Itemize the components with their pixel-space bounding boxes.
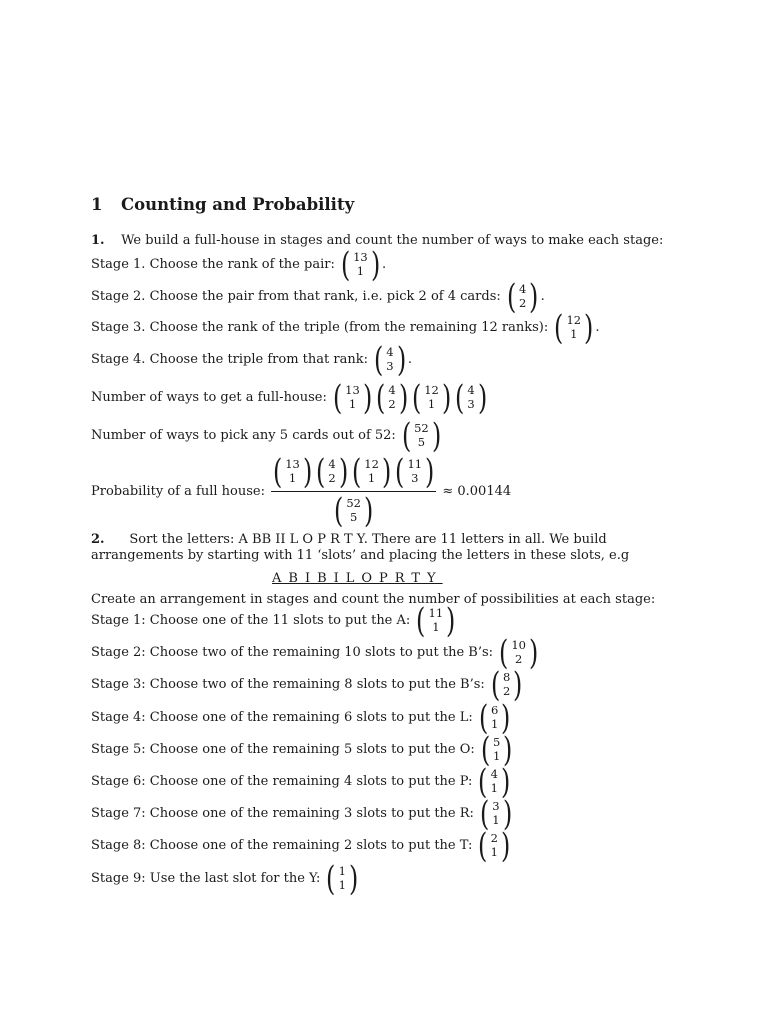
binomial: ( 2 1 ) [478,826,511,866]
ways-any-text: Number of ways to pick any 5 cards out of 52: [91,428,396,444]
binomial: ( 13 1 ) [332,378,373,418]
binom-top: 12 [566,313,582,328]
binomial: ( 4 2 ) [506,277,539,317]
binom-bottom: 1 [288,471,297,485]
section-title: Counting and Probability [121,195,355,214]
binom-top: 4 [519,282,527,297]
binomial: ( 12 1 ) [554,308,594,348]
binom-bottom: 2 [388,397,396,411]
stage-line [91,794,514,834]
binomial: ( 13 1 ) [340,245,381,285]
probability-fraction [271,452,436,531]
section-number: 1 [91,195,103,214]
stage-line [91,730,515,770]
binom-bottom: 3 [411,471,419,485]
binom-top: 12 [424,383,439,398]
binom-bottom: 2 [503,684,511,698]
ways-fullhouse-text: Number of ways to get a full-house: [91,390,327,406]
problem-text: Sort the letters: A BB II L O P R T Y. There are 11 letters in all. We build [129,532,607,547]
binom-bottom: 1 [490,781,498,795]
problem-text: We build a full-house in stages and count the number of ways to make each stage: [121,233,664,248]
binomial: ( 13 1 ) [272,452,313,492]
stage-text: Stage 3: Choose two of the remaining 8 slots to put the B’s: [91,677,485,693]
stage-text: Stage 7: Choose one of the remaining 3 slots to put the R: [91,806,474,822]
probability-line [91,452,512,531]
binomial: ( 4 3 ) [373,340,406,380]
binomial: ( 4 2 ) [376,378,408,418]
stage-text: Stage 1: Choose one of the 11 slots to put the A: [91,613,411,629]
binom-top: 13 [345,383,360,398]
binom-bottom: 2 [519,296,527,310]
ways-fullhouse-line [91,378,489,418]
binom-top: 10 [511,638,526,653]
period: . [540,289,545,305]
section-heading [91,195,354,215]
binom-top: 11 [407,457,423,472]
binom-top: 4 [467,383,475,398]
stage-line [91,245,387,285]
binom-bottom: 1 [367,471,376,485]
binomial: ( 4 2 ) [316,452,349,492]
binomial: ( 4 1 ) [478,762,511,802]
binom-bottom: 1 [356,264,365,278]
stage-line [91,698,513,738]
binomial: ( 12 1 ) [351,452,392,492]
binom-bottom: 1 [492,813,500,827]
binom-bottom: 5 [349,510,358,524]
stage-text: Stage 4: Choose one of the remaining 6 slots to put the L: [91,710,473,726]
stage-text: Stage 1. Choose the rank of the pair: [91,257,335,273]
binom-bottom: 1 [432,620,440,634]
problem-2-intro-2: arrangements by starting with 11 ‘slots’ and placing the letters in these slots, e.g [91,548,630,563]
period: . [407,352,412,368]
period: . [382,257,387,273]
stage-text: Stage 8: Choose one of the remaining 2 slots to put the T: [91,838,473,854]
binomial: ( 3 1 ) [479,794,512,834]
stage-line [91,665,525,705]
binom-bottom: 1 [491,717,499,731]
stage-text: Stage 9: Use the last slot for the Y: [91,871,321,887]
example-arrangement: ABIBILOPRTY [272,571,443,586]
binom-top: 2 [490,831,498,846]
binom-bottom: 1 [338,878,346,892]
binomial: ( 6 1 ) [478,698,511,738]
binomial: ( 52 5 ) [401,416,441,456]
stage-text: Stage 3. Choose the rank of the triple (from the remaining 12 ranks): [91,320,549,336]
problem-2-intro [91,532,607,548]
binom-bottom: 1 [348,397,357,411]
binomial: ( 52 5 ) [334,491,374,531]
problem-number: 2. [91,532,105,547]
binom-bottom: 1 [570,327,578,341]
stage-text: Stage 4. Choose the triple from that rank: [91,352,368,368]
binom-bottom: 2 [514,652,523,666]
stage-line [91,859,360,899]
probability-text: Probability of a full house: [91,483,265,499]
binom-bottom: 1 [490,845,498,859]
binom-top: 3 [492,799,500,814]
binom-top: 52 [346,496,361,511]
binomial: ( 10 2 ) [499,633,539,673]
binom-top: 4 [388,383,396,398]
stage-line [91,601,457,641]
binomial: ( 4 3 ) [455,378,487,418]
binom-top: 4 [490,767,498,782]
binom-top: 4 [328,457,336,472]
binomial: ( 5 1 ) [480,730,513,770]
binomial: ( 11 3 ) [395,452,435,492]
binomial: ( 11 1 ) [416,601,456,641]
binom-top: 12 [364,457,379,472]
stage-line [91,633,540,673]
binom-bottom: 1 [427,397,436,411]
binom-bottom: 1 [493,749,501,763]
binomial: ( 1 1 ) [326,859,359,899]
binomial: ( 8 2 ) [490,665,523,705]
stage-text: Stage 5: Choose one of the remaining 5 slots to put the O: [91,742,475,758]
stage-line [91,826,512,866]
stage-line [91,277,545,317]
binom-top: 5 [493,735,501,750]
stage-line [91,340,412,380]
numerator [271,452,436,492]
binom-top: 6 [491,703,499,718]
create-text: Create an arrangement in stages and count the number of possibilities at each stage: [91,592,656,607]
stage-text: Stage 2: Choose two of the remaining 10 slots to put the B’s: [91,645,494,661]
binom-bottom: 3 [386,359,394,373]
binom-top: 13 [353,250,368,265]
ways-any-line [91,416,443,456]
problem-number: 1. [91,233,105,248]
binom-top: 1 [338,864,346,879]
approx-value: ≈ 0.00144 [442,483,512,499]
binom-top: 52 [414,421,429,436]
stage-text: Stage 6: Choose one of the remaining 4 slots to put the P: [91,774,473,790]
binom-bottom: 5 [417,435,426,449]
binom-bottom: 2 [328,471,336,485]
stage-line [91,762,512,802]
binom-top: 13 [285,457,300,472]
stage-text: Stage 2. Choose the pair from that rank, i.e. pick 2 of 4 cards: [91,289,501,305]
stage-line [91,308,600,348]
binom-top: 8 [503,670,511,685]
binom-bottom: 3 [467,397,475,411]
binomial: ( 12 1 ) [411,378,452,418]
period: . [595,320,600,336]
binom-top: 4 [386,345,394,360]
binom-top: 11 [428,606,444,621]
